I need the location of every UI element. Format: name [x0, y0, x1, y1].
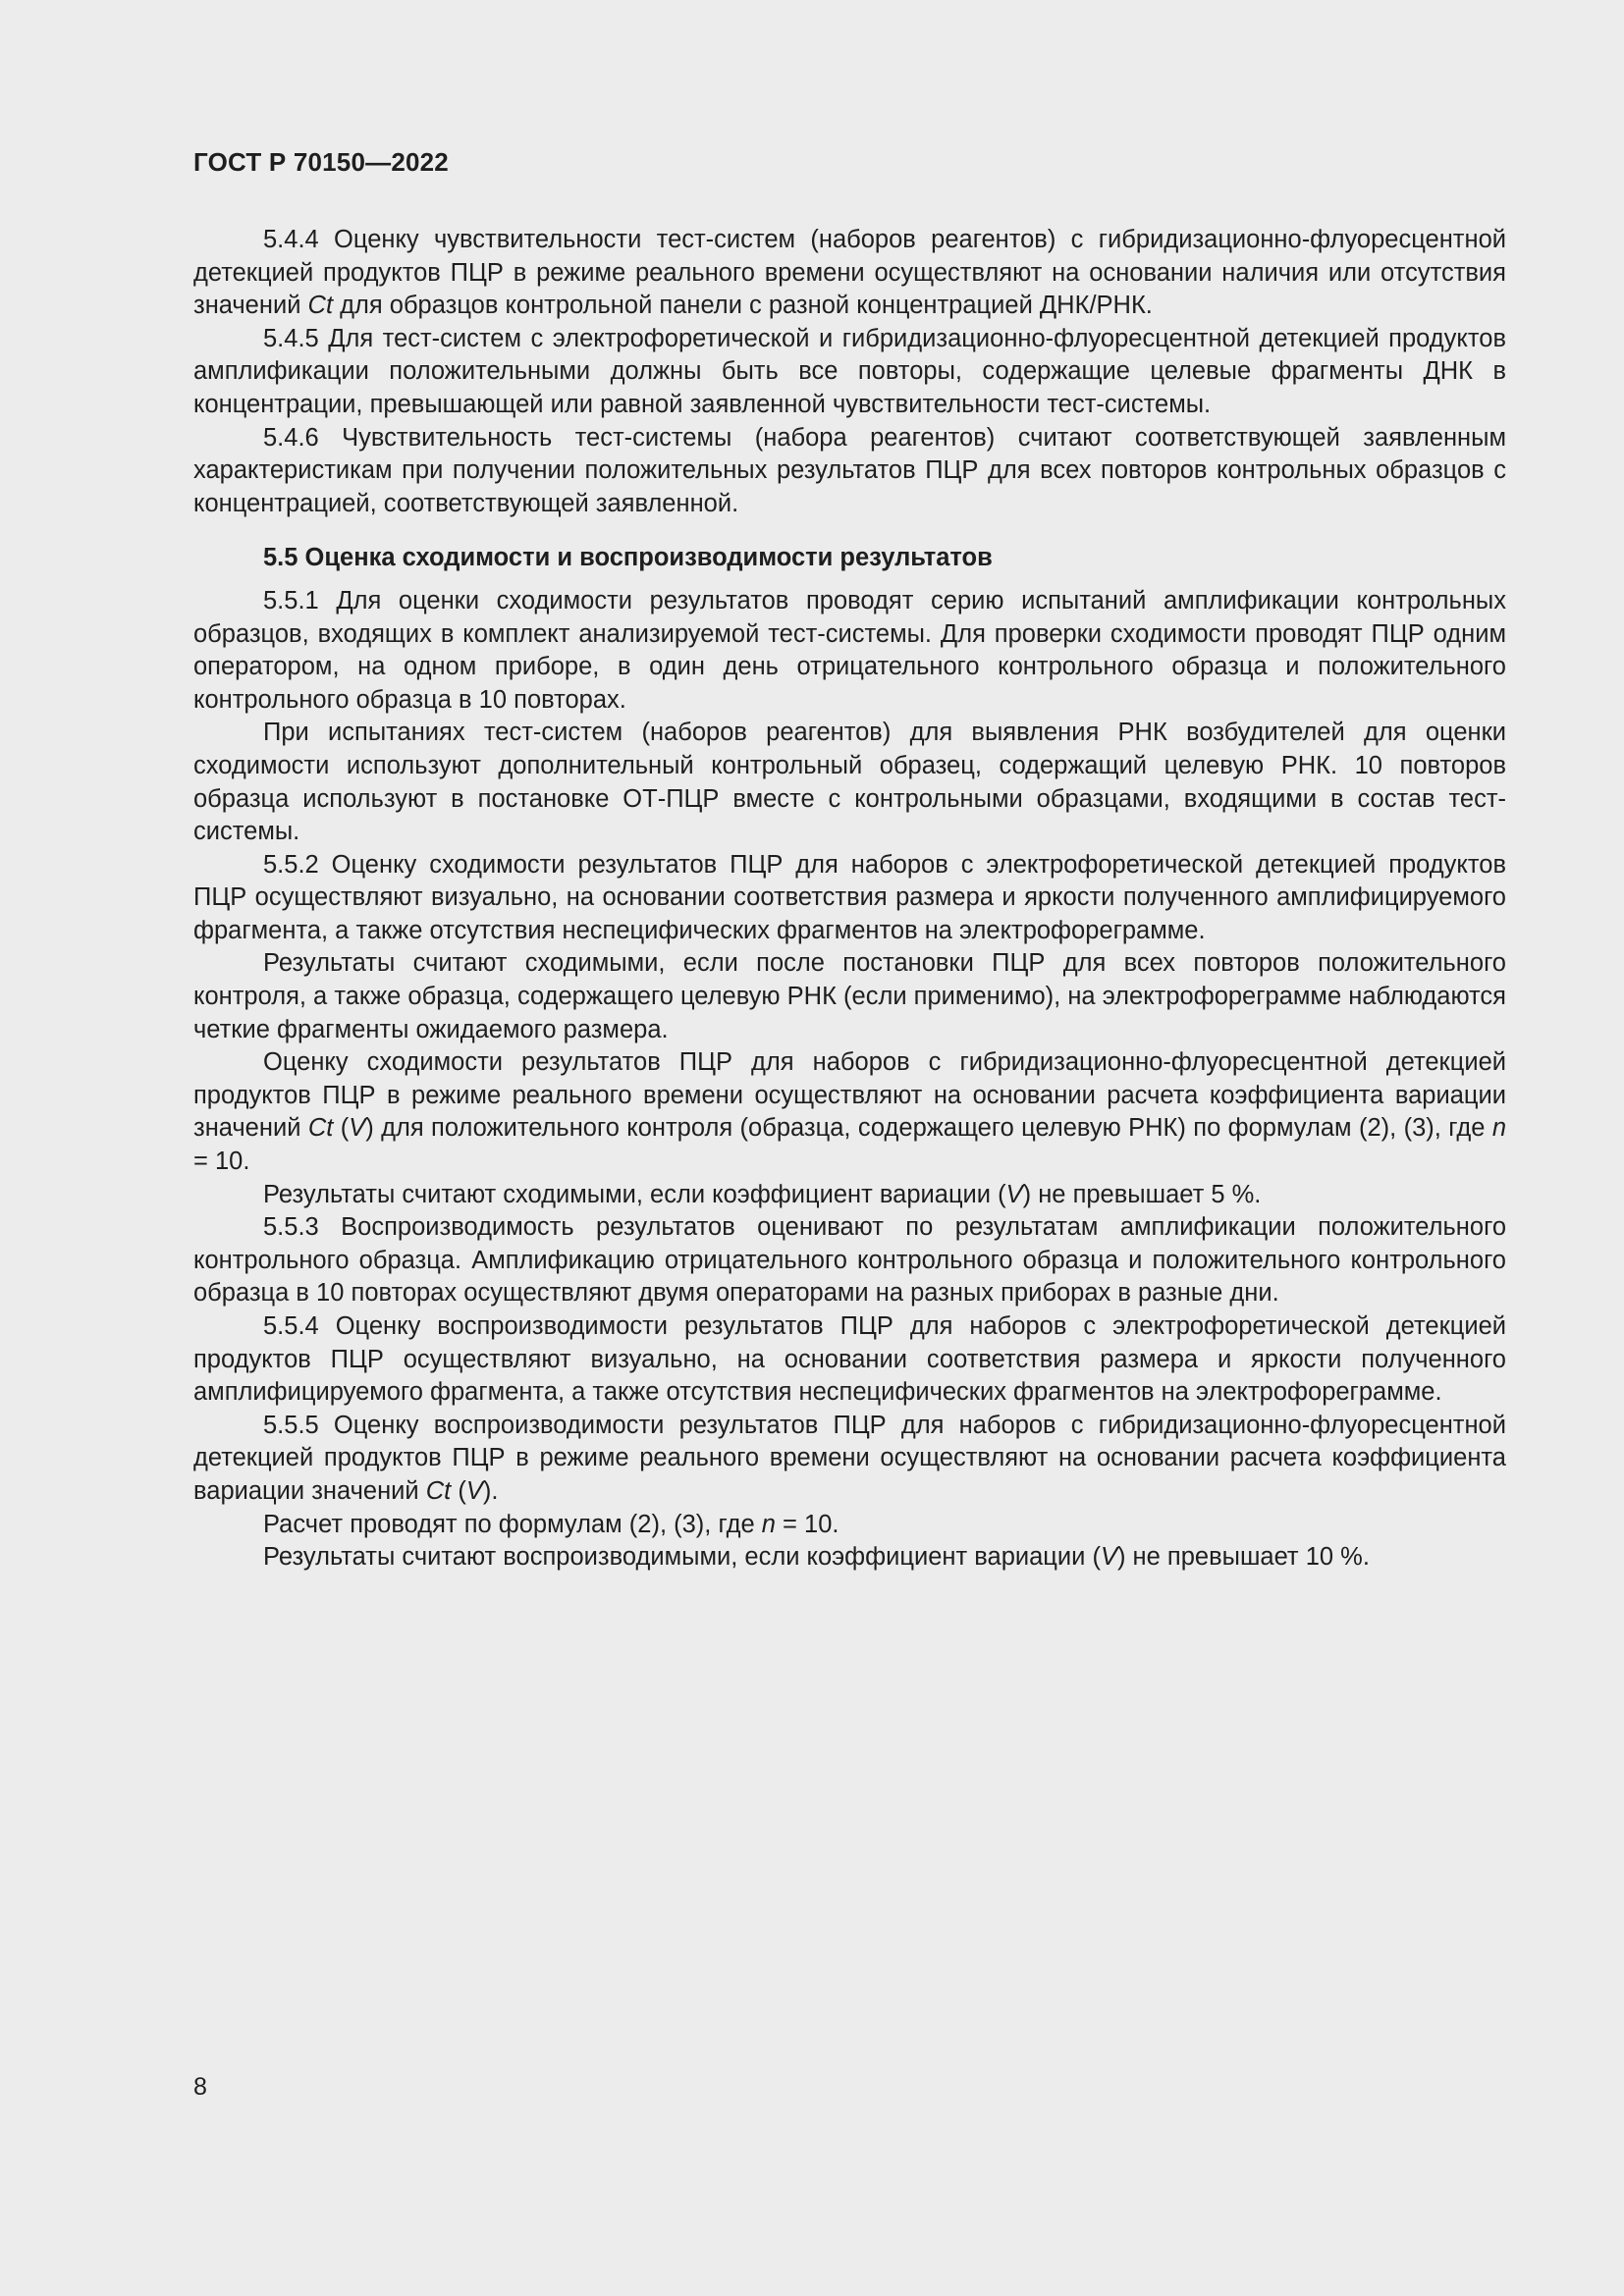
paragraph-p-5-5-2d: Результаты считают сходимыми, если коэффициент вариации (V) не превышает 5 %.: [263, 1180, 1262, 1208]
paragraph-p-5-5-5: 5.5.5 Оценку воспроизводимости результатов ПЦР для наборов с гибридизационно-флуоресцентной детекцией продуктов ПЦР в режиме реального времени осуществляют на основании расчета коэффициента вариации значений Ct (V).: [193, 1411, 1506, 1505]
document-body: [193, 224, 1506, 1575]
paragraph-p-5-5-2: 5.5.2 Оценку сходимости результатов ПЦР для наборов с электрофоретической детекцией продуктов ПЦР осуществляют визуально, на основании соответствия размера и яркости полученного амплифицируемого фрагмента, а также отсутствия неспецифических фрагментов на электрофореграмме.: [193, 850, 1506, 944]
paragraph-p-5-5-5c: Результаты считают воспроизводимыми, если коэффициент вариации (V) не превышает 10 %.: [263, 1543, 1370, 1572]
document-header: ГОСТ Р 70150—2022: [193, 147, 449, 177]
paragraph-p-5-5-3: 5.5.3 Воспроизводимость результатов оценивают по результатам амплификации положительного контрольного образца. Амплификацию отрицательного контрольного образца и положительного контрольного образца в 10 повторах осуществляют двумя операторами на разных приборах в разные дни.: [193, 1213, 1506, 1308]
paragraph-p-5-5-2b: Результаты считают сходимыми, если после постановки ПЦР для всех повторов положительного контроля, а также образца, содержащего целевую РНК (если применимо), на электрофореграмме наблюдаются четкие фрагменты ожидаемого размера.: [193, 949, 1506, 1043]
section-heading-5-5: 5.5 Оценка сходимости и воспроизводимости результатов: [263, 544, 993, 572]
page-number: 8: [193, 2073, 207, 2101]
paragraph-group-5-4: [193, 224, 1506, 520]
paragraph-p-5-5-1b: При испытаниях тест-систем (наборов реагентов) для выявления РНК возбудителей для оценки сходимости используют дополнительный контрольный образец, содержащий целевую РНК. 10 повторов образца используют в постановке ОТ-ПЦР вместе с контрольными образцами, входящими в состав тест-системы.: [193, 719, 1506, 846]
paragraph-p-5-5-1: 5.5.1 Для оценки сходимости результатов проводят серию испытаний амплификации контрольных образцов, входящих в комплект анализируемой тест-системы. Для проверки сходимости проводят ПЦР одним оператором, на одном приборе, в один день отрицательного контрольного образца и положительного контрольного образца в 10 повторах.: [193, 586, 1506, 714]
paragraph-group-5-5: [193, 585, 1506, 1575]
paragraph-p-5-4-6: 5.4.6 Чувствительность тест-системы (набора реагентов) считают соответствующей заявленным характеристикам при получении положительных результатов ПЦР для всех повторов контрольных образцов с концентрацией, соответствующей заявленной.: [193, 423, 1506, 517]
paragraph-p-5-4-5: 5.4.5 Для тест-систем с электрофоретической и гибридизационно-флуоресцентной детекцией продуктов амплификации положительными должны быть все повторы, содержащие целевые фрагменты ДНК в концентрации, превышающей или равной заявленной чувствительности тест-системы.: [193, 324, 1506, 418]
paragraph-p-5-5-5b: Расчет проводят по формулам (2), (3), где n = 10.: [263, 1510, 839, 1538]
paragraph-p-5-5-4: 5.5.4 Оценку воспроизводимости результатов ПЦР для наборов с электрофоретической детекцией продуктов ПЦР осуществляют визуально, на основании соответствия размера и яркости полученного амплифицируемого фрагмента, а также отсутствия неспецифических фрагментов на электрофореграмме.: [193, 1312, 1506, 1407]
paragraph-p-5-4-4: 5.4.4 Оценку чувствительности тест-систем (наборов реагентов) с гибридизационно-флуоресцентной детекцией продуктов ПЦР в режиме реального времени осуществляют на основании наличия или отсутствия значений Ct для образцов контрольной панели с разной концентрацией ДНК/РНК.: [193, 226, 1506, 320]
paragraph-p-5-5-2c: Оценку сходимости результатов ПЦР для наборов с гибридизационно-флуоресцентной детекцией продуктов ПЦР в режиме реального времени осуществляют на основании расчета коэффициента вариации значений Ct (V) для положительного контроля (образца, содержащего целевую РНК) по формулам (2), (3), где n = 10.: [193, 1048, 1507, 1176]
